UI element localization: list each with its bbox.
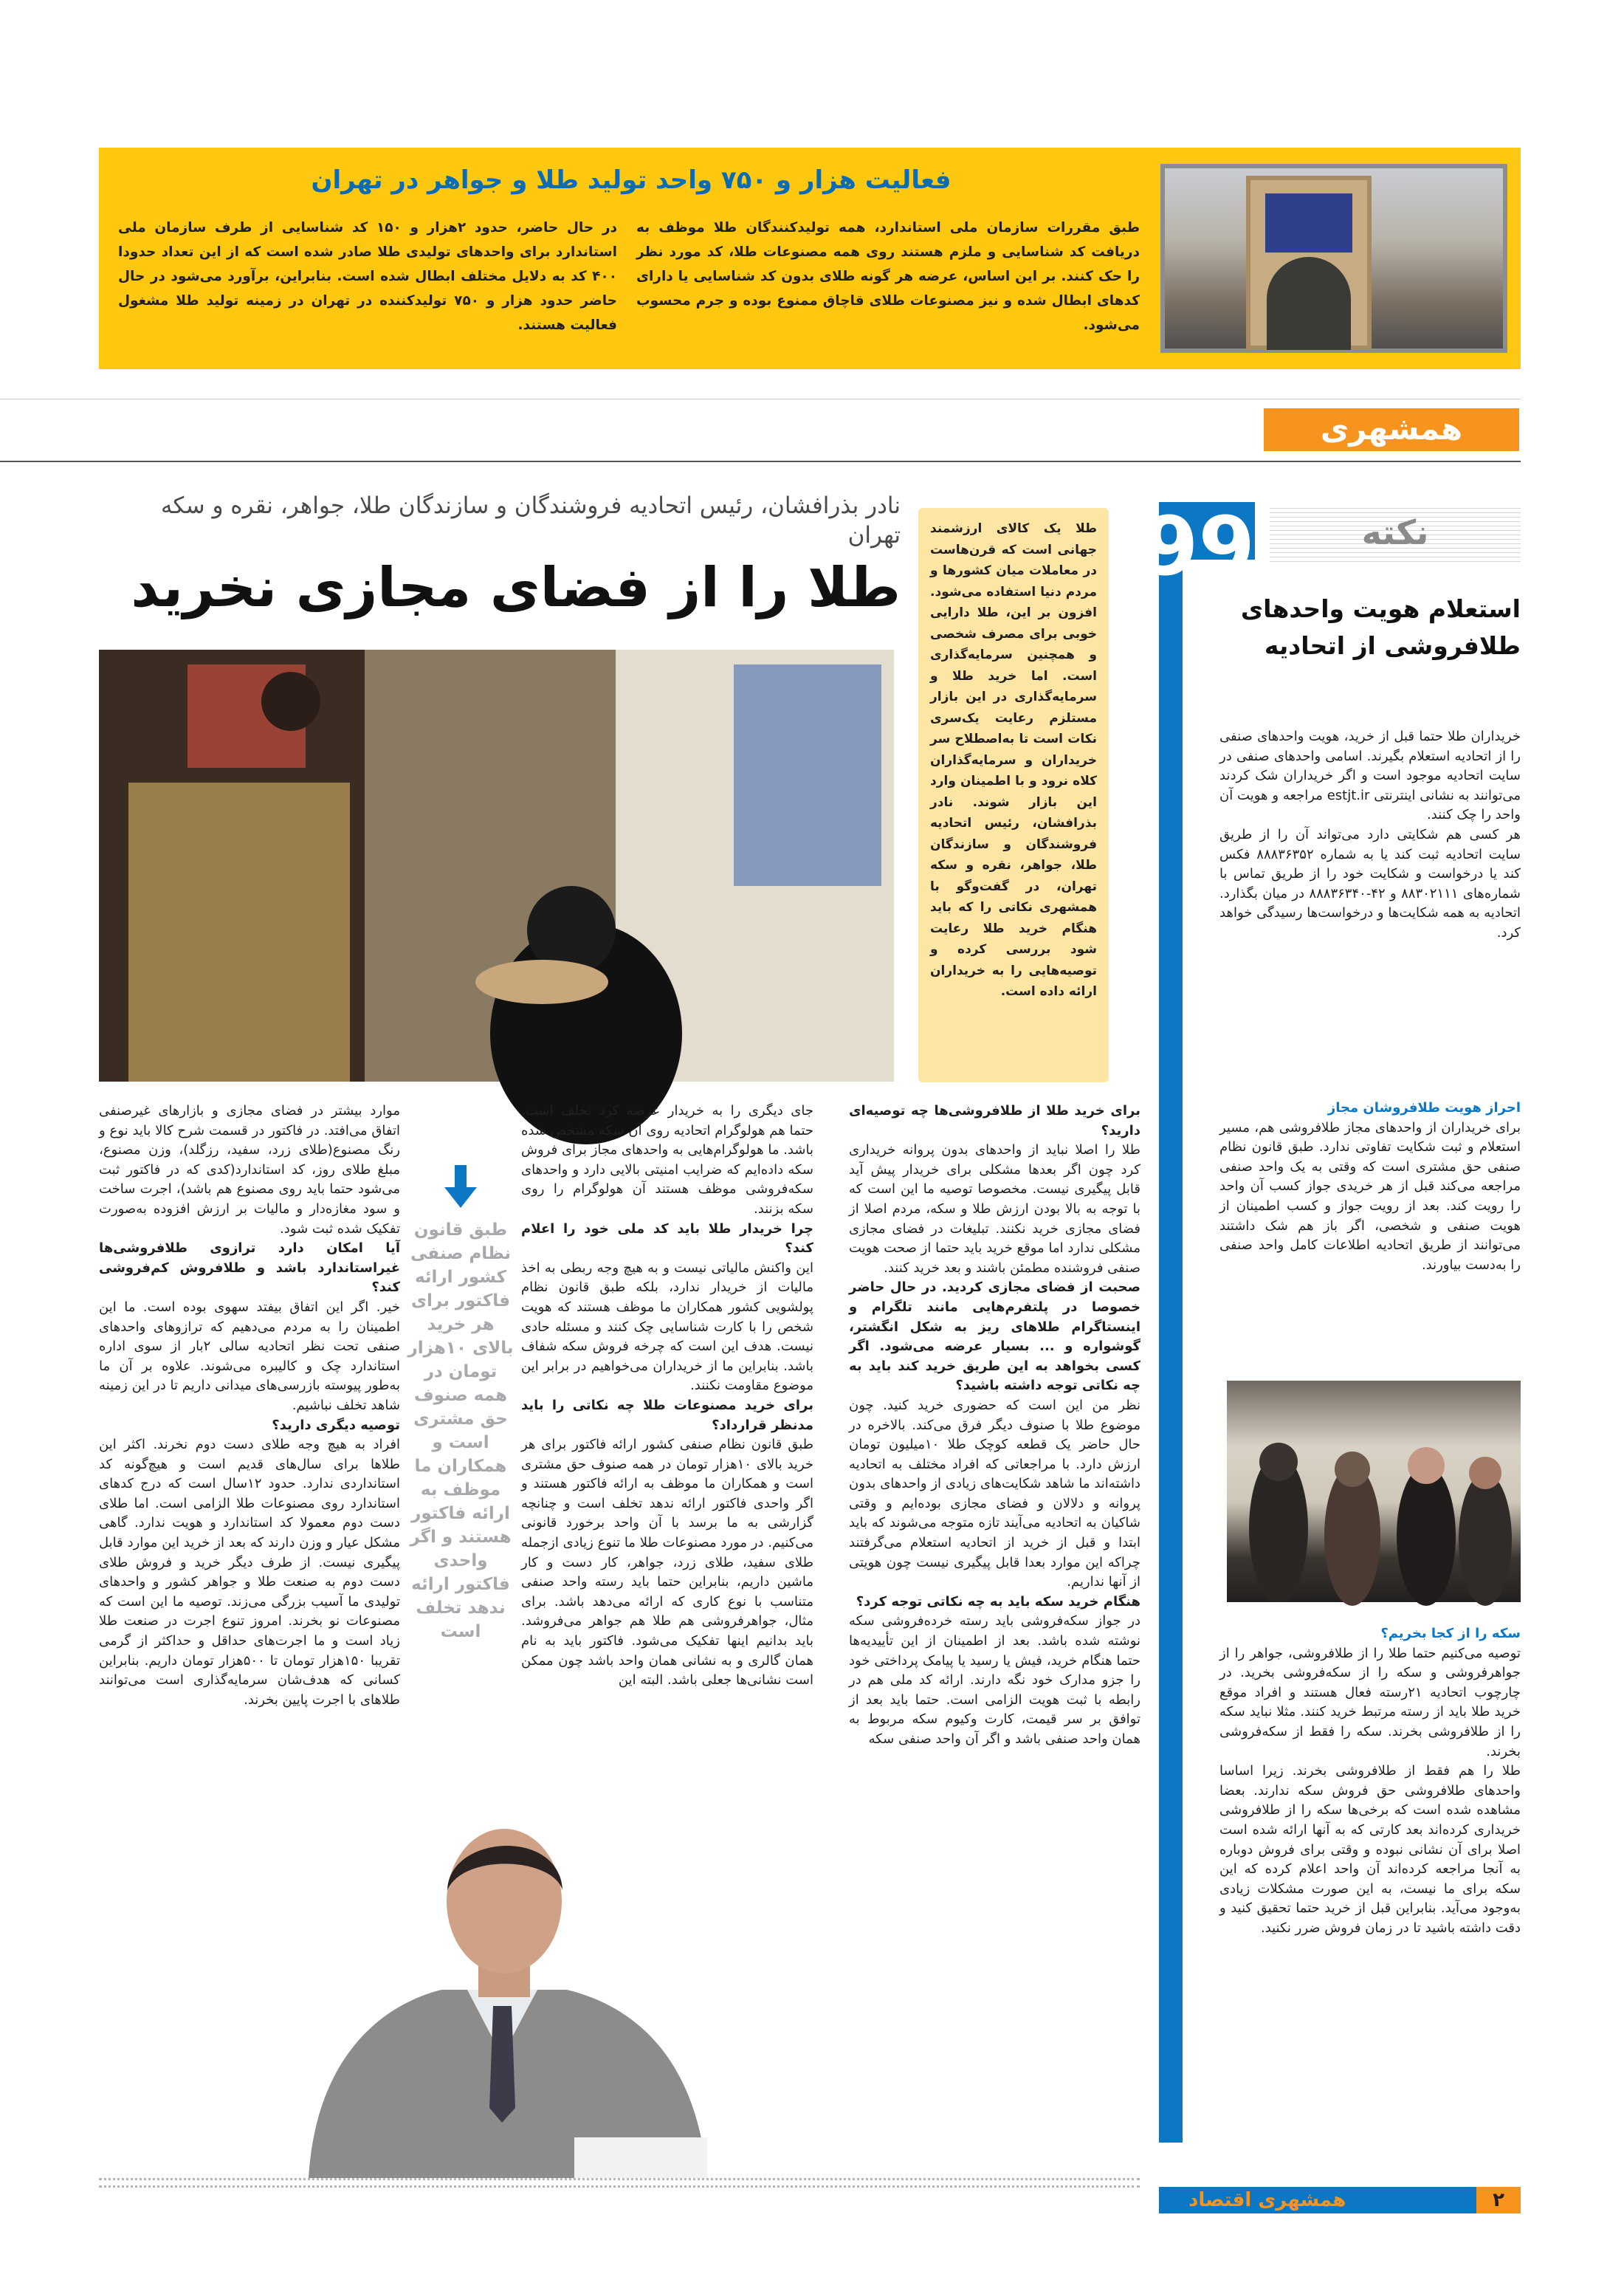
sidebar-subhead: احراز هویت طلافروشان مجاز (1327, 1100, 1521, 1116)
sidebar-paragraph: برای خریداران از واحدهای مجاز طلافروشی هم، مسیر استعلام و ثبت شکایت تفاوتی ندارد. طبق قانون نظام صنفی حق مشتری است که وقتی به یک واحد صنفی مراجعه می‌کند قبل از هر خریدی جواز کسب آن واحد را رویت کند. بعد از رویت جواز و کسب اطمینان از هویت صنفی و شخصی، اگر باز هم شک داشتند می‌توانند از طریق اتحادیه اطلاعات کامل واحد صنفی را به‌دست بیاورند. (1219, 1119, 1521, 1273)
article-headline: طلا را از فضای مجازی نخرید (131, 556, 901, 619)
jewelry-shoppers-photo (1227, 1381, 1521, 1602)
section-logo: همشهری اقتصاد (1188, 2189, 1346, 2211)
quote-mark-icon: 99 (1141, 499, 1255, 594)
article-header (118, 491, 901, 621)
shoppers-illustration (1227, 1381, 1521, 1602)
interview-answer: خیر. اگر این اتفاق بیفتد سهوی بوده است. ما این اطمینان را به مردم می‌دهیم که ترازوهای واحدهای صنفی تحت نظر اتحادیه سالی ۲بار از سوی اداره استاندارد چک و کالیبره می‌شوند. علاوه بر آن ما به‌طور پیوسته بازرسی‌های میدانی داریم تا در این زمینه شاهد تخلف نباشیم. (99, 1299, 400, 1413)
article-column-1 (849, 1102, 1140, 2154)
interview-answer: افراد به هیچ وجه طلای دست دوم نخرند. اکثر این طلاها برای سال‌های قدیم است و هیچ‌گونه کد استانداردی ندارد. حدود ۱۲سال است که درج کدهای استاندارد روی مصنوعات طلا الزامی است. اما طلای دست دوم معمولا کد استاندارد و هویت ندارد. گاهی مشکل عیار و وزن دارند که بعد از خرید این موارد قابل پیگیری نیست. از طرف دیگر خرید و فروش طلای دست دوم به صنعت طلا و جواهر کشور و واحدهای تولیدی ما آسیب بزرگی می‌زند. توصیه ما این است که مصنوعات نو بخرند. امروز تنوع اجرت در صنعت طلا زیاد است و ما اجرت‌های حداقل و حداکثر از گرمی تقریبا ۱۵۰هزار تومان تا ۵۰۰هزار تومان داریم. بنابراین کسانی که هدف‌شان سرمایه‌گذاری است می‌توانند طلاهای با اجرت پایین بخرند. (99, 1437, 401, 1708)
bazaar-gate-photo (1160, 164, 1507, 353)
interview-answer: نظر من این است که حضوری خرید کنید. چون موضوع طلا با صنوف دیگر فرق می‌کند. بالاخره در حال حاضر یک قطعه کوچک طلا ۱۰میلیون تومان ارزش دارد. با مراجعاتی که افراد مختلف به اتحادیه داشته‌اند ما شاهد شکایت‌های زیادی از واحدهای بدون پروانه و دلالان و فضای مجازی بوده‌ایم و وقتی شاکیان به اتحادیه می‌آیند تازه متوجه می‌شوند که باید ابتدا و قبل از خرید از اتحادیه استعلام می‌گرفتند چراکه این موارد بعدا قابل پیگیری نیست چون هویتی از آنها نداریم. (849, 1397, 1141, 1590)
sidebar-paragraph: خریداران طلا حتما قبل از خرید، هویت واحدهای صنفی را از اتحادیه استعلام بگیرند. اسامی واحدهای صنفی در سایت اتحادیه موجود است و اگر خریداران شک کردند می‌توانند به نشانی اینترنتی estjt.ir مراجعه و هویت آن واحد را چک کنند. (1219, 729, 1521, 823)
sidebar-paragraph: توصیه می‌کنیم حتما طلا را از طلافروشی، جواهر را از جواهرفروشی و سکه را از سکه‌فروشی بخرید. در چارچوب اتحادیه ۲۱رسته فعال هستند و افراد موقع خرید طلا باید از رسته مرتبط خرید کنند. مثلا نباید سکه را از طلافروشی بخرند. سکه را فقط از سکه‌فروشی بخرند. (1219, 1645, 1521, 1759)
divider (99, 2178, 1140, 2180)
gold-shop-photo (99, 650, 894, 1082)
interview-question: آیا امکان دارد ترازوی طلافروشی‌ها غیراستاندارد باشد و طلافروش کم‌فروشی کند؟ (99, 1240, 400, 1296)
article-lead: طلا یک کالای ارزشمند جهانی است که قرن‌هاست در معاملات میان کشورها و مردم دنیا استفاده می‌شود. افزون بر این، طلا دارایی خوبی برای مصرف شخصی و همچنین سرمایه‌گذاری است. اما خرید طلا و سرمایه‌گذاری در این بازار مستلزم رعایت یک‌سری نکات است تا به‌اصطلاح سر خریداران و سرمایه‌گذاران کلاه نرود و با اطمینان وارد این بازار شوند. نادر بذرافشان، رئیس اتحادیه فروشندگان و سازندگان طلا، جواهر، نقره و سکه تهران، در گفت‌وگو با همشهری نکاتی را که باید هنگام خرید طلا رعایت شود بررسی کرده و توصیه‌هایی را به خریداران ارائه داده است. (918, 508, 1109, 1082)
interview-answer: این واکنش مالیاتی نیست و به هیچ وجه ربطی به اخذ مالیات از خریدار ندارد، بلکه طبق قانون نظام پولشویی کشور همکاران ما موظف هستند که هویت شخص را با کارت شناسایی چک کنند و مسئله حادی نیست. هدف این است که چرخه فروش سکه شفاف باشد. بنابراین ما از خریداران می‌خواهیم در برابر این موضوع مقاومت نکنند. (521, 1260, 813, 1394)
page-number: ۲ (1476, 2187, 1521, 2213)
sidebar-accent-bar (1159, 502, 1183, 2143)
interview-question: صحبت از فضای مجازی کردید. در حال حاضر خصوصا در پلتفرم‌هایی مانند تلگرام و اینستاگرام طلاهای ریز به شکل انگشتر، گوشواره و ... بسیار عرضه می‌شود. اگر کسی بخواهد به این طریق خرید کند باید به چه نکاتی توجه داشته باشید؟ (849, 1279, 1140, 1394)
page-footer (1159, 2187, 1521, 2213)
sidebar-text-1 (1219, 727, 1521, 1068)
article-kicker: نادر بذرافشان، رئیس اتحادیه فروشندگان و سازندگان طلا، جواهر، نقره و سکه تهران (160, 492, 901, 549)
interview-question: چرا خریدار طلا باید کد ملی خود را اعلام کند؟ (521, 1220, 813, 1257)
interview-question: برای خرید مصنوعات طلا چه نکاتی را باید مدنظر قرارداد؟ (521, 1397, 813, 1433)
interview-answer: جای دیگری را به خریدار عرضه کرد تخلف است. حتما هم هولوگرام اتحادیه روی آن سکه مشخص شده باشد. ما هولوگرام‌هایی به واحدهای مجاز برای فروش سکه داده‌ایم که ضرایب امنیتی بالایی دارد و واحدهای سکه‌فروشی موظف هستند آن هولوگرام را روی سکه بزنند. (521, 1103, 813, 1217)
gold-shop-illustration (99, 650, 894, 1082)
top-box-title: فعالیت هزار و ۷۵۰ واحد تولید طلا و جواهر در تهران (311, 165, 952, 195)
note-label: نکته (1270, 504, 1521, 562)
interviewee-portrait (294, 1813, 711, 2178)
interview-question: هنگام خرید سکه باید به چه نکاتی توجه کرد؟ (856, 1593, 1140, 1610)
sidebar-text-3 (1219, 1624, 1521, 2141)
interview-answer: در جواز سکه‌فروشی باید رسته خرده‌فروشی سکه نوشته شده باشد. بعد از اطمینان از این تأییدیه‌ها حتما هنگام خرید، فیش یا رسید یا پیامک پرداختی خود را جزو مدارک خود نگه دارند. ارائه کد ملی هم در رابطه با ثبت هویت الزامی است. حتما باید بعد از توافق بر سر قیمت، کارت وکیوم سکه مربوط به همان واحد صنفی باشد و اگر آن واحد صنفی سکه (849, 1613, 1140, 1747)
top-box-text-left: در حال حاضر، حدود ۲هزار و ۱۵۰ کد شناسایی از طرف سازمان ملی استاندارد برای واحدهای تولیدی طلا صادر شده است که از این تعداد حدودا ۴۰۰ کد به دلایل مختلف ابطال شده است. بنابراین، برآورد می‌شود در حال حاضر حدود هزار و ۷۵۰ تولیدکننده در تهران در زمینه تولید طلا مشغول فعالیت هستند. (118, 220, 617, 333)
sidebar-title: استعلام هویت واحدهای طلافروشی از اتحادیه (1240, 594, 1521, 660)
interview-answer: موارد بیشتر در فضای مجازی و بازارهای غیرصنفی اتفاق می‌افتد. در فاکتور در قسمت شرح کالا باید نوع و رنگ مصنوع(طلای زرد، سفید، رزگلد)، وزن مصنوع، مبلغ طلای روز، کد استاندارد(کدی که در فاکتور ثبت می‌شود حتما باید روی مصنوع هم باشد)، اجرت ساخت و سود مغازه‌دار و مالیات بر ارزش افزوده به‌صورت تفکیک شده ثبت شود. (99, 1103, 400, 1237)
sidebar-paragraph: طلا را هم فقط از طلافروشی بخرند. زیرا اساسا واحدهای طلافروشی حق فروش سکه ندارند. بعضا مشاهده شده است که برخی‌ها سکه را از طلافروشی خریداری کرده‌اند بعد کارتی که به آنها ارائه شده است اصلا برای آن نشانی نبوده و وقتی برای فروش دوباره به آنجا مراجعه کرده‌اند آن واحد اعلام کرده که این سکه برای ما نیست، به این صورت مشکلات زیادی به‌وجود می‌آید. بنابراین قبل از خرید حتما تحقیق کنید و دقت داشته باشید تا در زمان فروش ضرر نکنید. (1219, 1763, 1521, 1936)
sidebar-paragraph: هر کسی هم شکایتی دارد می‌تواند آن را از طریق سایت اتحادیه ثبت کند یا به شماره ۸۸۸۳۶۳۵۲ فکس کند یا درخواست و شکایت خود را از طریق تماس با شماره‌های ۸۸۳۰۲۱۱۱ و ۴۲-۸۸۸۳۶۳۴۰ در میان بگذارد. اتحادیه به همه شکایت‌ها و درخواست‌ها رسیدگی خواهد کرد. (1219, 826, 1521, 941)
interview-question: توصیه دیگری دارید؟ (272, 1417, 400, 1433)
interview-answer: طبق قانون نظام صنفی کشور ارائه فاکتور برای هر خرید بالای ۱۰هزار تومان در همه صنوف حق مشتری است و همکاران ما موظف به ارائه فاکتور هستند و اگر واحدی فاکتور ارائه ندهد تخلف است و چنانچه گزارشی به ما برسد با آن واحد برخورد قانونی می‌کنیم. در مورد مصنوعات طلا ما تنوع زیادی ازجمله طلای سفید، طلای زرد، جواهر، کار دست و کار ماشین داریم، بنابراین حتما باید رسته واحد صنفی متناسب با نوع کاری که ارائه می‌دهد باشد. برای مثال، جواهرفروشی هم طلا هم جواهر می‌فروشد. باید بدانیم اینها تفکیک می‌شود. فاکتور باید به نام همان گالری و به نشانی همان واحد باشد چون ممکن است نشانی‌ها جعلی باشد. البته این (521, 1437, 813, 1689)
sidebar-subhead: سکه را از کجا بخریم؟ (1380, 1626, 1521, 1641)
divider (0, 461, 1521, 462)
interview-question: برای خرید طلا از طلافروشی‌ها چه توصیه‌ای دارید؟ (849, 1103, 1140, 1138)
interview-answer: طلا را اصلا نباید از واحدهای بدون پروانه خریداری کرد چون اگر بعدها مشکلی برای خریدار پیش آید قابل پیگیری نیست. مخصوصا توصیه ما این است که با توجه به بالا بودن ارزش طلا و سکه، مردم اصلا از فضای مجازی خرید نکنند. تبلیغات در فضای مجازی مشکلی ندارد اما موقع خرید باید حتما از صحت هویت صنفی فروشنده مطمئن باشند و بعد خرید کنند. (849, 1142, 1140, 1276)
top-box-text-right: طبق مقررات سازمان ملی استاندارد، همه تولیدکنندگان طلا موظف به دریافت کد شناسایی و ملزم هستند روی همه مصنوعات طلا، کد مورد نظر را حک کنند. بر این اساس، عرضه هر گونه طلای بدون کد شناسایی یا دارای کدهای ابطال شده و نیز مصنوعات طلای قاچاق ممنوع بوده و جرم محسوب می‌شود. (636, 220, 1140, 333)
arrow-down-icon (441, 1165, 480, 1209)
hamshahri-logo: همشهری (1264, 408, 1519, 451)
pull-quote: طبق قانون نظام صنفی کشور ارائه فاکتور برای هر خرید بالای ۱۰هزار تومان در همه صنوف حق مشتری است و همکاران ما موظف به ارائه فاکتور هستند و اگر واحدی فاکتور ارائه ندهد تخلف است (407, 1220, 514, 1641)
sidebar-text-2 (1219, 1099, 1521, 1372)
divider (99, 2185, 1140, 2188)
